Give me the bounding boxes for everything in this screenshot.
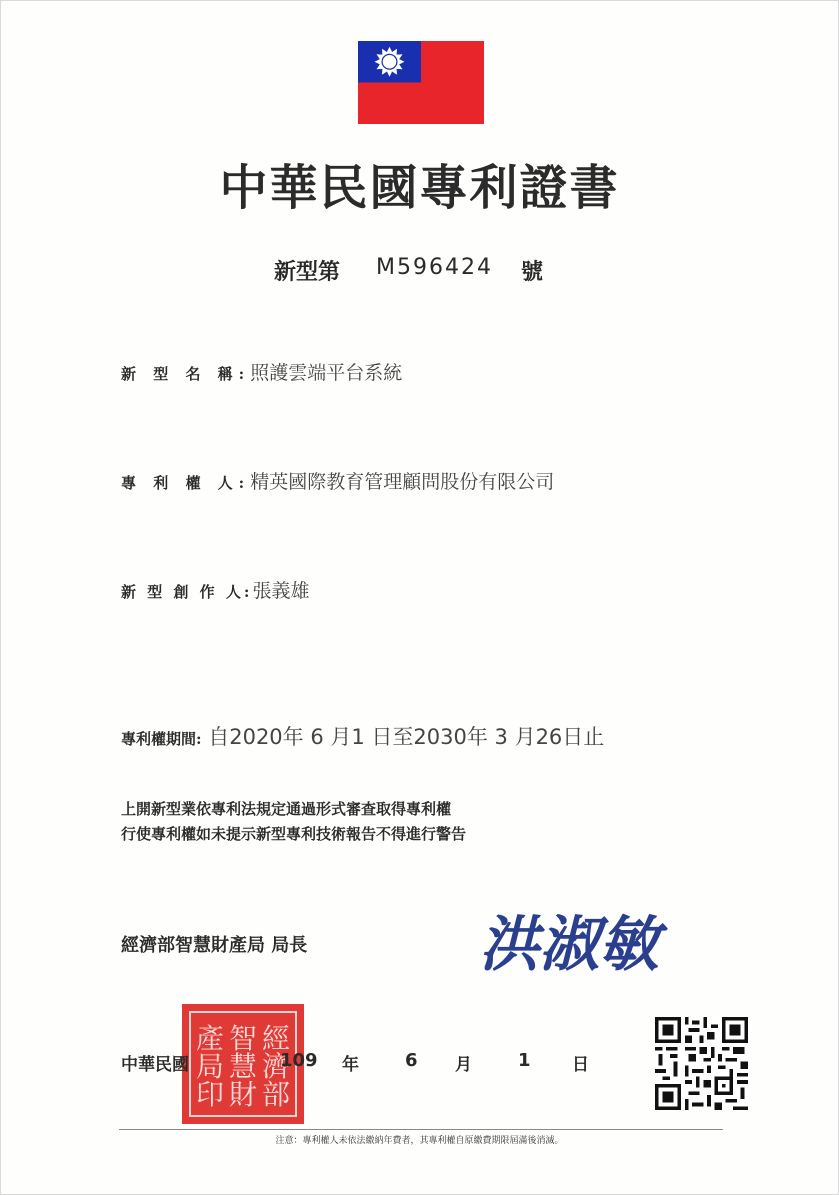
- field-value: 精英國際教育管理顧問股份有限公司: [250, 471, 555, 493]
- field-creator: [121, 576, 309, 603]
- seal-char: 財: [228, 1078, 258, 1111]
- roc-flag-icon: [358, 41, 484, 124]
- field-patent-holder: [121, 467, 554, 494]
- certificate-title: 中華民國專利證書: [219, 160, 620, 216]
- note-line: 行使專利權如未提示新型專利技術報告不得進行警告: [121, 825, 467, 843]
- footnote: 注意：專利權人未依法繳納年費者，其專利權自原繳費期限屆滿後消滅。: [275, 1136, 564, 1146]
- seal-char: 濟: [261, 1050, 291, 1083]
- patent-term: [121, 721, 604, 751]
- footer-divider: [119, 1129, 723, 1130]
- field-patent-name: [121, 358, 402, 385]
- qr-code-icon: [655, 1017, 748, 1110]
- field-label: 新 型 創 作 人:: [121, 583, 253, 601]
- term-label: 專利權期間:: [121, 730, 202, 748]
- date-era: 中華民國: [121, 1055, 189, 1075]
- date-month: 6: [405, 1050, 418, 1071]
- patent-number: M596424: [376, 255, 493, 280]
- seal-char: 慧: [228, 1050, 258, 1083]
- patent-type-prefix: 新型第: [274, 259, 341, 285]
- svg-text:洪淑敏: 洪淑敏: [479, 910, 659, 980]
- seal-char: 智: [228, 1022, 258, 1055]
- date-month-unit: 月: [455, 1055, 472, 1075]
- patent-number-suffix: 號: [521, 259, 544, 285]
- note-line: 上開新型業依專利法規定通過形式審查取得專利權: [121, 800, 452, 818]
- seal-char: 印: [195, 1078, 225, 1111]
- seal-char: 部: [261, 1078, 291, 1111]
- issuing-authority: 經濟部智慧財產局 局長: [121, 935, 308, 956]
- field-label: 新 型 名 稱:: [121, 365, 251, 383]
- date-day-unit: 日: [572, 1055, 589, 1075]
- term-value: 自2020年 6 月1 日至2030年 3 月26日止: [201, 725, 605, 749]
- director-signature: [477, 897, 669, 983]
- date-day: 1: [518, 1050, 531, 1071]
- field-label: 專 利 權 人:: [121, 474, 251, 492]
- seal-char: 經: [261, 1022, 291, 1055]
- field-value: 張義雄: [252, 580, 310, 602]
- seal-char: 產: [195, 1022, 225, 1055]
- field-value: 照護雲端平台系統: [250, 362, 403, 384]
- date-year-unit: 年: [342, 1055, 359, 1075]
- date-year: 109: [280, 1050, 318, 1071]
- seal-char: 局: [195, 1050, 225, 1083]
